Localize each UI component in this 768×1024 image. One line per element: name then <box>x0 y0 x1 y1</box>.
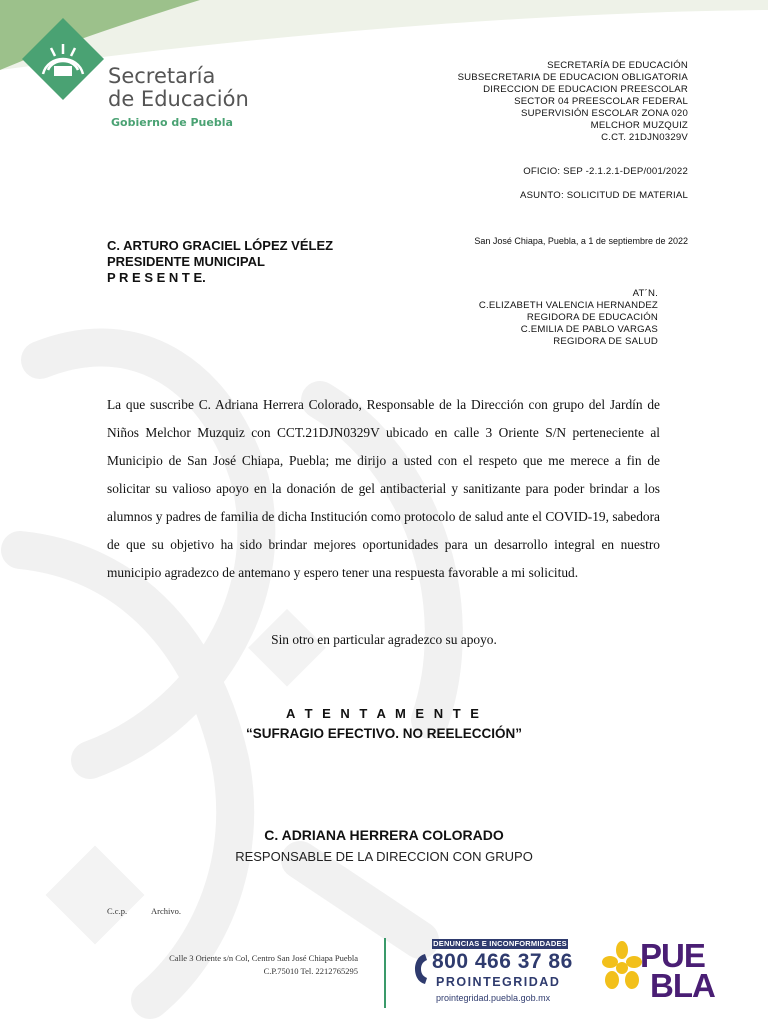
prointegridad-url: prointegridad.puebla.gob.mx <box>436 993 551 1003</box>
puebla-logo-top: PUE <box>640 937 705 974</box>
attention-line: AT´N. <box>632 288 658 299</box>
signer-name: C. ADRIANA HERRERA COLORADO <box>264 827 504 843</box>
attention-line: C.EMILIA DE PABLO VARGAS <box>520 324 658 335</box>
addressee-role: PRESIDENTE MUNICIPAL <box>107 254 265 269</box>
puebla-logo-bottom: BLA <box>650 967 715 1004</box>
prointegridad-banner: DENUNCIAS E INCONFORMIDADES <box>433 939 567 948</box>
attention-line: REGIDORA DE EDUCACIÓN <box>526 312 658 323</box>
addressee-presente: P R E S E N T E. <box>107 270 206 285</box>
logo-title-line2: de Educación <box>108 87 249 111</box>
prointegridad-name: PROINTEGRIDAD <box>436 975 561 989</box>
motto: “SUFRAGIO EFECTIVO. NO REELECCIÓN” <box>245 726 523 741</box>
header-line: SUBSECRETARIA DE EDUCACION OBLIGATORIA <box>457 72 688 83</box>
address-line: C.P.75010 Tel. 2212765295 <box>263 966 358 976</box>
logo-subtitle: Gobierno de Puebla <box>111 116 233 129</box>
addressee-name: C. ARTURO GRACIEL LÓPEZ VÉLEZ <box>107 238 334 253</box>
attention-line: C.ELIZABETH VALENCIA HERNANDEZ <box>478 300 658 311</box>
asunto-line: ASUNTO: SOLICITUD DE MATERIAL <box>519 190 688 201</box>
attention-block <box>479 288 658 348</box>
footer-address <box>169 952 358 978</box>
institution-header <box>458 60 688 144</box>
attention-line: REGIDORA DE SALUD <box>553 336 658 347</box>
footer-divider <box>384 938 386 1008</box>
ccp-value: Archivo. <box>151 906 181 916</box>
header-line: DIRECCION DE EDUCACION PREESCOLAR <box>483 84 688 95</box>
phone-icon <box>413 952 429 986</box>
prointegridad-phone: 800 466 37 86 <box>432 950 573 973</box>
logo-title-line1: Secretaría <box>108 64 216 88</box>
oficio-number: OFICIO: SEP -2.1.2.1-DEP/001/2022 <box>523 166 688 177</box>
header-line: SECTOR 04 PREESCOLAR FEDERAL <box>514 96 688 107</box>
header-line: MELCHOR MUZQUIZ <box>590 120 688 131</box>
letter-body: La que suscribe C. Adriana Herrera Colorado, Responsable de la Dirección con grupo del Jardín de Niños Melchor Muzquiz con CCT.21DJN0329V ubicado en calle 3 Oriente S/N perteneciente al Municipio de San José Chiapa, Puebla; me dirijo a usted con el respeto que me merece a fin de solicitar su valioso apoyo en la donación de gel antibacterial y sanitizante para poder brindar a los alumnos y padres de familia de dicha Institución como protocolo de salud ante el COVID-19, sabedora de que su objetivo ha sido brindar mejores oportunidades para un desarrollo integral en nuestro municipio agradezco de antemano y espero tener una respuesta favorable a mi solicitud. <box>107 397 660 580</box>
education-emblem-icon <box>18 14 108 104</box>
signer-role: RESPONSABLE DE LA DIRECCION CON GRUPO <box>235 849 533 864</box>
puebla-flower-icon <box>602 940 642 1000</box>
header-line: C.CT. 21DJN0329V <box>601 132 688 143</box>
ccp-label: C.c.p. <box>107 906 128 916</box>
letter-closing: Sin otro en particular agradezco su apoyo. <box>271 632 497 647</box>
addressee-block <box>107 238 333 286</box>
place-date: San José Chiapa, Puebla, a 1 de septiembre de 2022 <box>474 236 688 246</box>
header-line: SECRETARÍA DE EDUCACIÓN <box>547 60 688 71</box>
address-line: Calle 3 Oriente s/n Col, Centro San José Chiapa Puebla <box>169 953 358 963</box>
secretaria-logo <box>18 10 278 135</box>
header-line: SUPERVISIÓN ESCOLAR ZONA 020 <box>521 108 688 119</box>
atentamente-heading: A T E N T A M E N T E <box>286 706 482 721</box>
